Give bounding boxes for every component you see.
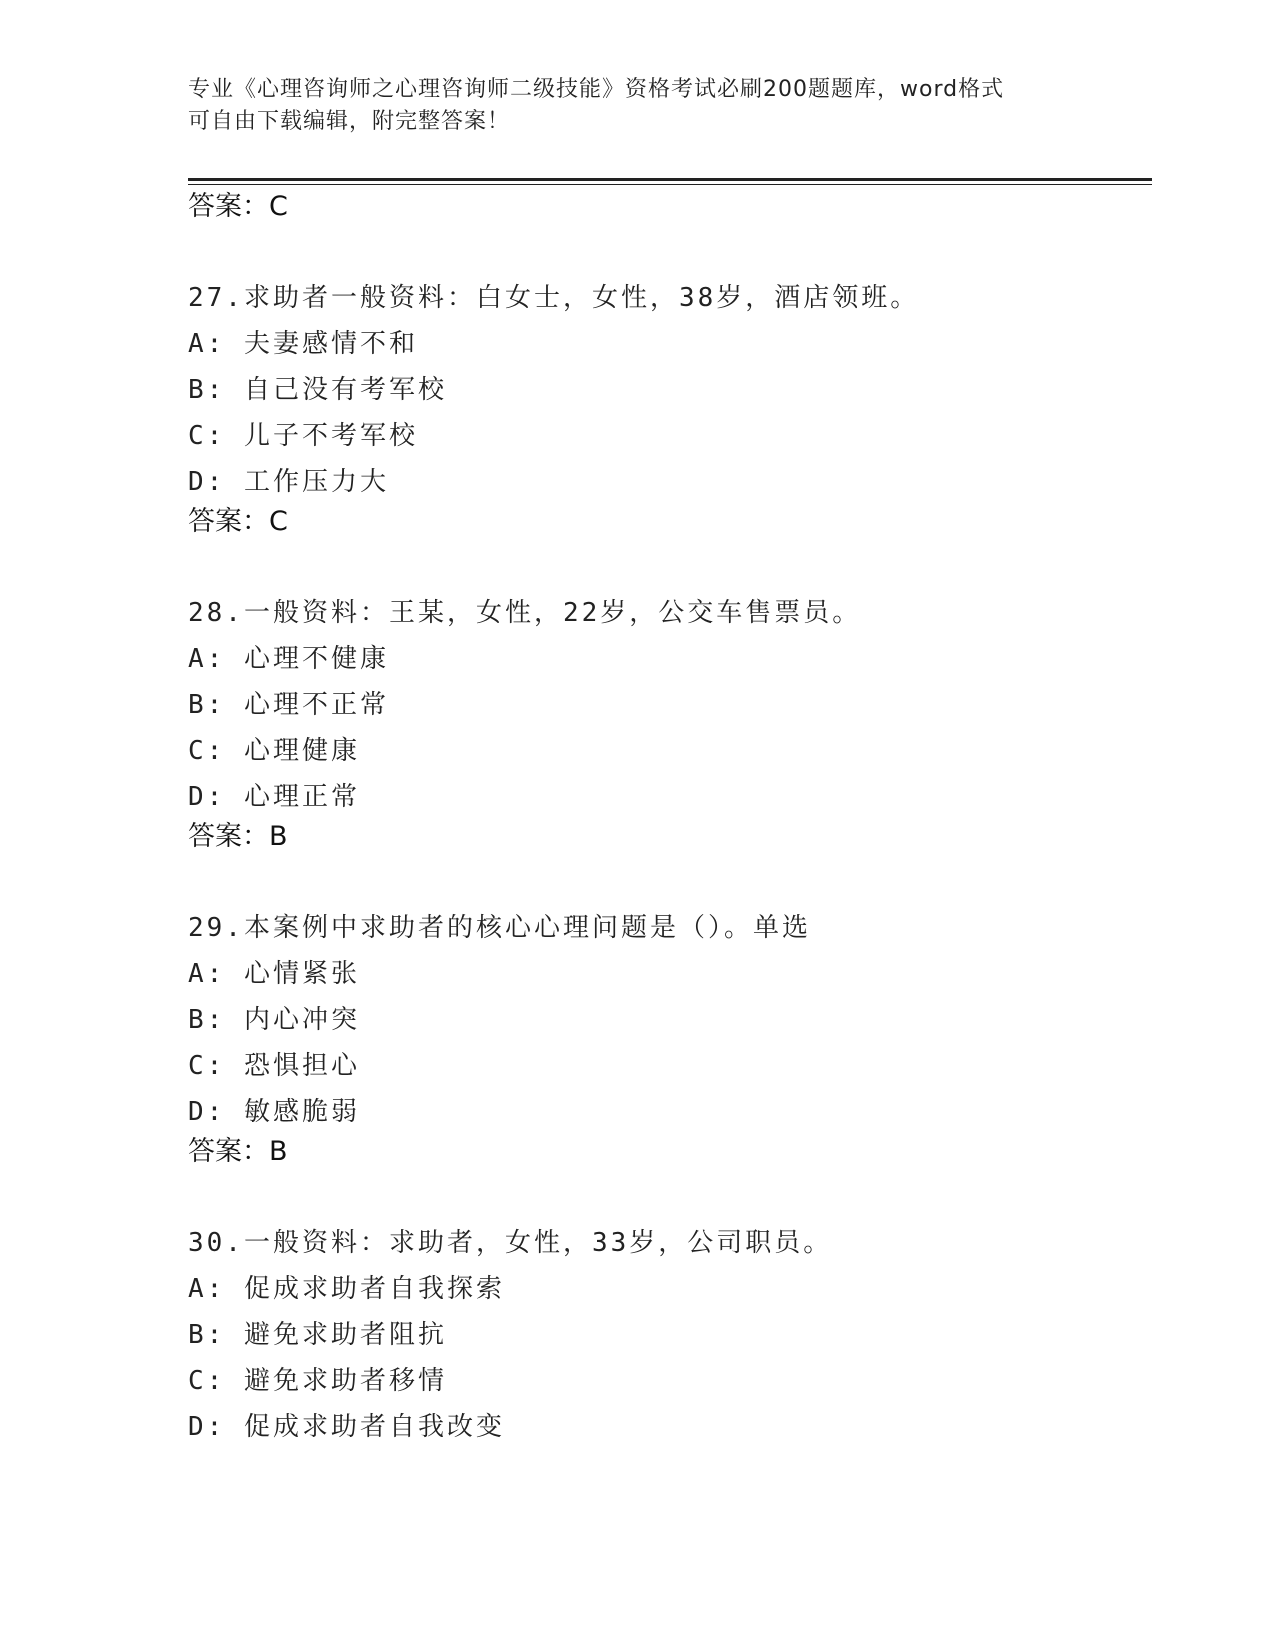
option-b: B: 内心冲突	[188, 1005, 360, 1035]
option-c: C: 恐惧担心	[188, 1051, 360, 1081]
option-b: B: 自己没有考军校	[188, 375, 447, 405]
option-b: B: 心理不正常	[188, 690, 389, 720]
question-stem: 28.一般资料：王某，女性，22岁，公交车售票员。	[188, 598, 862, 628]
option-a: A: 心情紧张	[188, 959, 360, 989]
answer-27: 答案：C	[188, 506, 288, 537]
question-28	[188, 590, 1148, 820]
header-divider-thin	[188, 184, 1152, 185]
answer-26: 答案：C	[188, 191, 288, 222]
header-line-1: 专业《心理咨询师之心理咨询师二级技能》资格考试必刷200题题库，word格式	[188, 77, 1005, 102]
question-27	[188, 275, 1148, 505]
answer-28: 答案：B	[188, 821, 288, 852]
option-a: A: 心理不健康	[188, 644, 389, 674]
option-a: A: 促成求助者自我探索	[188, 1274, 505, 1304]
option-c: C: 儿子不考军校	[188, 421, 418, 451]
question-stem: 29.本案例中求助者的核心心理问题是（）。单选	[188, 913, 811, 943]
option-d: D: 工作压力大	[188, 467, 389, 497]
option-c: C: 心理健康	[188, 736, 360, 766]
option-c: C: 避免求助者移情	[188, 1366, 447, 1396]
question-29	[188, 905, 1148, 1135]
option-d: D: 敏感脆弱	[188, 1097, 360, 1127]
question-30	[188, 1220, 1148, 1450]
option-a: A: 夫妻感情不和	[188, 329, 418, 359]
option-d: D: 促成求助者自我改变	[188, 1412, 505, 1442]
header-divider-thick	[188, 178, 1152, 181]
question-stem: 30.一般资料：求助者，女性，33岁，公司职员。	[188, 1228, 833, 1258]
header-line-2: 可自由下载编辑，附完整答案！	[188, 109, 511, 134]
option-d: D: 心理正常	[188, 782, 360, 812]
answer-29: 答案：B	[188, 1136, 288, 1167]
option-b: B: 避免求助者阻抗	[188, 1320, 447, 1350]
document-header	[188, 74, 1088, 138]
question-stem: 27.求助者一般资料：白女士，女性，38岁，酒店领班。	[188, 283, 920, 313]
